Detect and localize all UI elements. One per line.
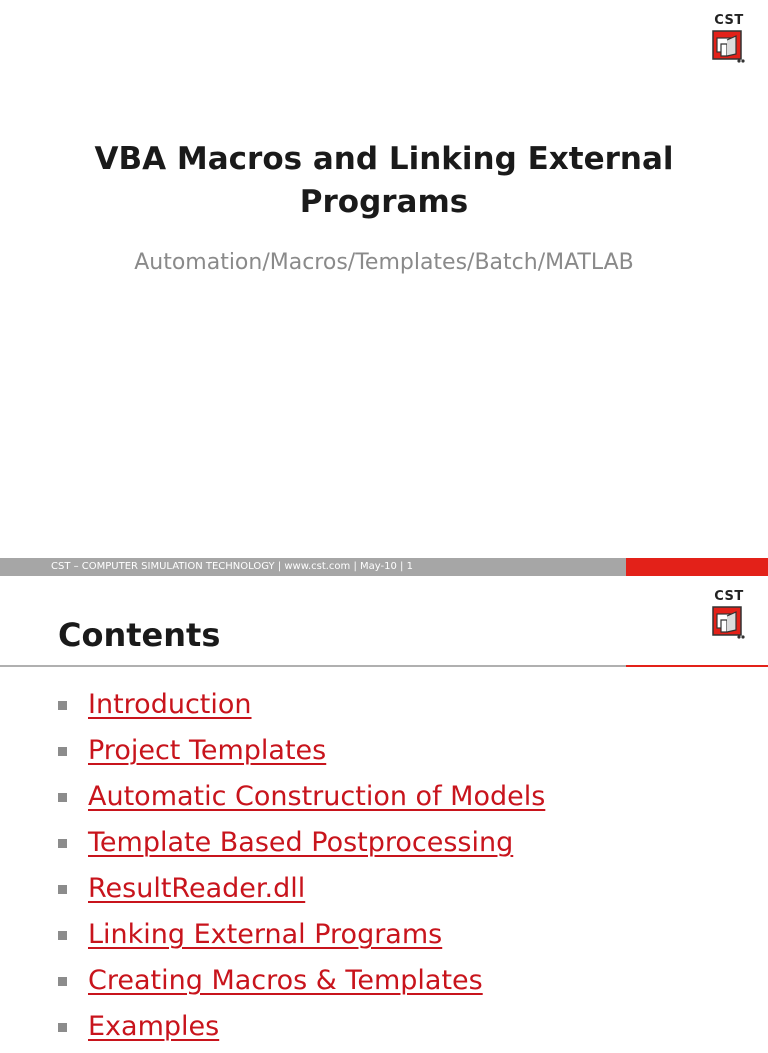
list-item <box>58 912 545 958</box>
toc-link-introduction[interactable]: Introduction <box>88 689 252 720</box>
footer-bar <box>0 558 768 576</box>
slide-title-line-2: Programs <box>299 184 469 220</box>
square-bullet-icon <box>58 977 67 986</box>
toc-link-project-templates[interactable]: Project Templates <box>88 735 327 766</box>
cst-logo <box>710 590 748 652</box>
list-item <box>58 774 545 820</box>
toc-link-creating-macros[interactable]: Creating Macros & Templates <box>88 965 483 996</box>
list-item <box>58 958 545 1004</box>
list-item <box>58 728 545 774</box>
square-bullet-icon <box>58 747 67 756</box>
cst-logo <box>710 14 748 76</box>
contents-list <box>58 682 545 1050</box>
footer-text: CST – COMPUTER SIMULATION TECHNOLOGY | www.cst.com | May-10 | 1 <box>51 561 413 572</box>
square-bullet-icon <box>58 931 67 940</box>
toc-link-linking-external[interactable]: Linking External Programs <box>88 919 443 950</box>
slide-title-line-1: VBA Macros and Linking External <box>94 141 674 177</box>
toc-link-template-postprocessing[interactable]: Template Based Postprocessing <box>88 827 514 858</box>
cst-cube-logo-icon <box>712 606 746 640</box>
slide-subtitle: Automation/Macros/Templates/Batch/MATLAB <box>134 250 634 275</box>
toc-link-examples[interactable]: Examples <box>88 1011 220 1042</box>
title-rule <box>0 665 626 667</box>
list-item <box>58 820 545 866</box>
contents-slide <box>0 576 768 1042</box>
square-bullet-icon <box>58 701 67 710</box>
slide-title <box>60 138 708 224</box>
list-item <box>58 1004 545 1050</box>
square-bullet-icon <box>58 885 67 894</box>
title-rule-accent <box>626 665 768 667</box>
square-bullet-icon <box>58 1023 67 1032</box>
contents-title: Contents <box>58 616 221 654</box>
toc-link-resultreader[interactable]: ResultReader.dll <box>88 873 306 904</box>
square-bullet-icon <box>58 839 67 848</box>
square-bullet-icon <box>58 793 67 802</box>
logo-text: CST <box>714 13 744 28</box>
footer-accent <box>626 558 768 576</box>
toc-link-automatic-construction[interactable]: Automatic Construction of Models <box>88 781 546 812</box>
cst-cube-logo-icon <box>712 30 746 64</box>
list-item <box>58 866 545 912</box>
list-item <box>58 682 545 728</box>
logo-text: CST <box>714 589 744 604</box>
